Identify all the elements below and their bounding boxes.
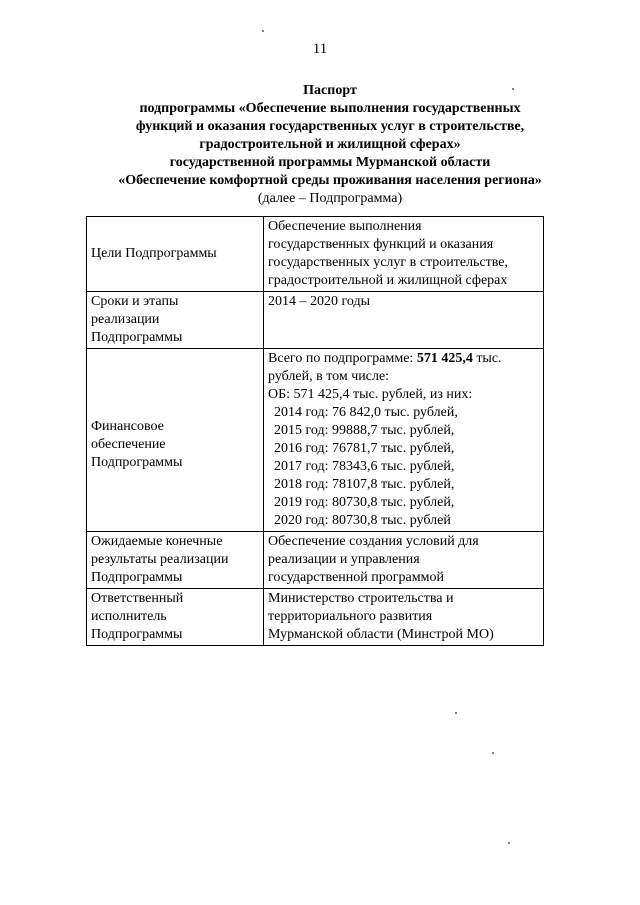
financing-total-line — [268, 350, 539, 368]
value-line: государственных услуг в строительстве, — [268, 255, 509, 270]
heading-line: подпрограммы «Обеспечение выполнения государственных — [139, 101, 521, 116]
passport-heading — [60, 82, 600, 208]
table-row — [87, 532, 544, 589]
year-line: 2014 год: 76 842,0 тыс. рублей, — [274, 405, 458, 420]
heading-line: государственной программы Мурманской области — [169, 155, 491, 170]
row-value-goals — [264, 217, 544, 292]
passport-table — [86, 216, 544, 646]
row-value-results — [264, 532, 544, 589]
year-line: 2015 год: 99888,7 тыс. рублей, — [274, 423, 455, 438]
ob-line: ОБ: 571 425,4 тыс. рублей, из них: — [268, 387, 473, 402]
heading-line: «Обеспечение комфортной среды проживания населения региона» — [118, 173, 542, 188]
value-line: Обеспечение выполнения — [268, 219, 422, 234]
value-line: Мурманской области (Минстрой МО) — [268, 627, 494, 642]
total-value: 571 425,4 — [416, 351, 473, 366]
year-line: 2016 год: 76781,7 тыс. рублей, — [274, 441, 455, 456]
value-line: государственной программой — [268, 570, 444, 585]
scan-speck — [262, 30, 264, 32]
year-line: 2019 год: 80730,8 тыс. рублей, — [274, 495, 455, 510]
passport-title: Паспорт — [303, 83, 357, 98]
page-number: 11 — [312, 41, 328, 57]
heading-line: градостроительной и жилищной сферах» — [199, 137, 461, 152]
row-label-terms — [87, 292, 264, 349]
table-row — [87, 349, 544, 532]
year-line: 2018 год: 78107,8 тыс. рублей, — [274, 477, 455, 492]
row-value-financing — [264, 349, 544, 532]
scan-speck — [455, 712, 457, 714]
label-text: Цели Подпрограммы — [91, 246, 217, 261]
label-line: Ответственный — [91, 591, 184, 606]
total-suffix: тыс. — [472, 351, 502, 366]
table-row — [87, 589, 544, 646]
year-line: 2020 год: 80730,8 тыс. рублей — [274, 513, 451, 528]
value-line: градостроительной и жилищной сферах — [268, 273, 508, 288]
label-line: Ожидаемые конечные — [91, 534, 223, 549]
label-line: Подпрограммы — [91, 330, 183, 345]
label-line: Подпрограммы — [91, 570, 183, 585]
total-prefix: Всего по подпрограмме: — [268, 351, 417, 366]
heading-line: функций и оказания государственных услуг в строительстве, — [135, 119, 525, 134]
label-line: исполнитель — [91, 609, 167, 624]
label-line: реализации — [91, 312, 160, 327]
value-line: Министерство строительства и — [268, 591, 454, 606]
value-line: государственных функций и оказания — [268, 237, 494, 252]
row-label-goals — [87, 217, 264, 292]
label-line: Подпрограммы — [91, 627, 183, 642]
heading-note: (далее – Подпрограмма) — [257, 191, 403, 206]
year-line: 2017 год: 78343,6 тыс. рублей, — [274, 459, 455, 474]
value-line: территориального развития — [268, 609, 433, 624]
value-line: рублей, в том числе: — [268, 369, 390, 384]
row-label-financing — [87, 349, 264, 532]
table-row — [87, 292, 544, 349]
row-label-executor — [87, 589, 264, 646]
row-value-executor — [264, 589, 544, 646]
label-line: Сроки и этапы — [91, 294, 179, 309]
label-line: Финансовое — [91, 418, 164, 434]
label-line: обеспечение — [91, 436, 166, 452]
value-text: 2014 – 2020 годы — [268, 294, 371, 309]
table-row — [87, 217, 544, 292]
label-line: результаты реализации — [91, 552, 229, 567]
scan-speck — [508, 842, 510, 844]
row-value-terms — [264, 292, 544, 349]
value-line: реализации и управления — [268, 552, 420, 567]
label-line: Подпрограммы — [91, 454, 183, 470]
value-line: Обеспечение создания условий для — [268, 534, 479, 549]
row-label-results — [87, 532, 264, 589]
scan-speck — [492, 752, 494, 754]
